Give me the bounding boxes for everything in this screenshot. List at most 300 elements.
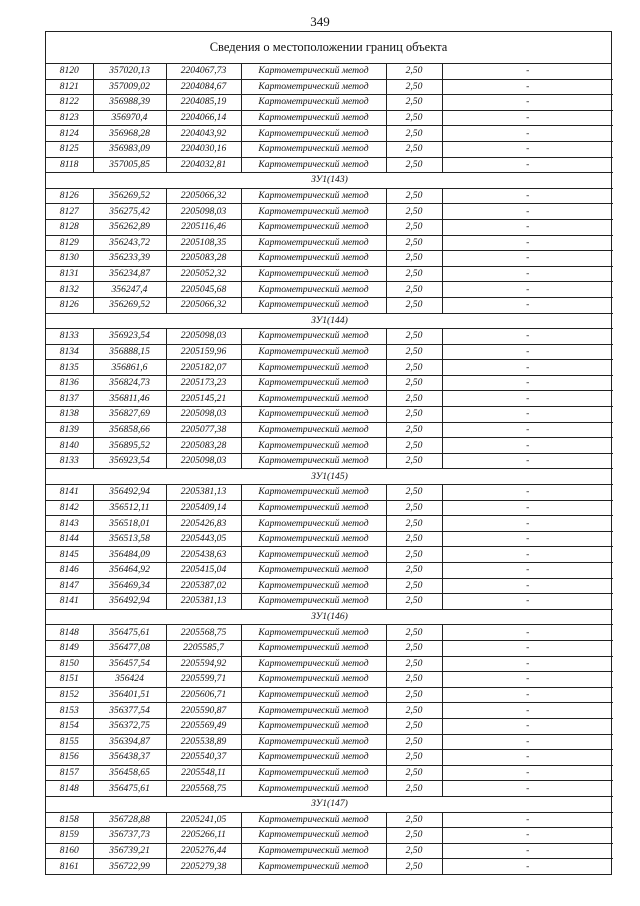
table-row [46, 282, 613, 298]
description-cell: - [442, 718, 613, 734]
accuracy-cell: 2,50 [386, 141, 442, 157]
description-cell: - [442, 859, 613, 874]
y-coordinate-cell: 2205594,92 [166, 656, 241, 672]
accuracy-cell: 2,50 [386, 516, 442, 532]
table-row [46, 79, 613, 95]
description-cell: - [442, 765, 613, 781]
table-row [46, 718, 613, 734]
accuracy-cell: 2,50 [386, 391, 442, 407]
y-coordinate-cell: 2205066,32 [166, 297, 241, 313]
point-number-cell: 8131 [46, 266, 93, 282]
y-coordinate-cell: 2205159,96 [166, 344, 241, 360]
x-coordinate-cell: 356377,54 [93, 703, 166, 719]
x-coordinate-cell: 356983,09 [93, 141, 166, 157]
table-row [46, 594, 613, 610]
y-coordinate-cell: 2205387,02 [166, 578, 241, 594]
x-coordinate-cell: 356269,52 [93, 188, 166, 204]
table-row [46, 251, 613, 267]
table-row [46, 687, 613, 703]
table-row [46, 391, 613, 407]
accuracy-cell: 2,50 [386, 687, 442, 703]
method-cell: Картометрический метод [241, 157, 386, 173]
x-coordinate-cell: 356475,61 [93, 781, 166, 797]
x-coordinate-cell: 356458,65 [93, 765, 166, 781]
x-coordinate-cell: 356722,99 [93, 859, 166, 874]
description-cell: - [442, 391, 613, 407]
point-number-cell: 8124 [46, 126, 93, 142]
description-cell: - [442, 453, 613, 469]
x-coordinate-cell: 357020,13 [93, 64, 166, 79]
y-coordinate-cell: 2205381,13 [166, 594, 241, 610]
accuracy-cell: 2,50 [386, 625, 442, 641]
point-number-cell: 8158 [46, 812, 93, 828]
table-row [46, 141, 613, 157]
accuracy-cell: 2,50 [386, 235, 442, 251]
x-coordinate-cell: 356424 [93, 672, 166, 688]
method-cell: Картометрический метод [241, 781, 386, 797]
method-cell: Картометрический метод [241, 235, 386, 251]
x-coordinate-cell: 356469,34 [93, 578, 166, 594]
y-coordinate-cell: 2205182,07 [166, 360, 241, 376]
x-coordinate-cell: 356394,87 [93, 734, 166, 750]
description-cell: - [442, 329, 613, 345]
method-cell: Картометрический метод [241, 640, 386, 656]
description-cell: - [442, 157, 613, 173]
description-cell: - [442, 672, 613, 688]
table-row [46, 438, 613, 454]
group-header-row [46, 796, 613, 812]
table-row [46, 360, 613, 376]
x-coordinate-cell: 356858,66 [93, 422, 166, 438]
method-cell: Картометрический метод [241, 64, 386, 79]
y-coordinate-cell: 2205083,28 [166, 438, 241, 454]
point-number-cell: 8120 [46, 64, 93, 79]
point-number-cell: 8133 [46, 453, 93, 469]
accuracy-cell: 2,50 [386, 251, 442, 267]
description-cell: - [442, 235, 613, 251]
x-coordinate-cell: 356737,73 [93, 828, 166, 844]
accuracy-cell: 2,50 [386, 812, 442, 828]
table-row [46, 95, 613, 111]
point-number-cell: 8159 [46, 828, 93, 844]
point-number-cell: 8156 [46, 750, 93, 766]
accuracy-cell: 2,50 [386, 438, 442, 454]
description-cell: - [442, 687, 613, 703]
point-number-cell: 8126 [46, 188, 93, 204]
x-coordinate-cell: 356269,52 [93, 297, 166, 313]
accuracy-cell: 2,50 [386, 672, 442, 688]
y-coordinate-cell: 2205241,05 [166, 812, 241, 828]
y-coordinate-cell: 2205108,35 [166, 235, 241, 251]
accuracy-cell: 2,50 [386, 79, 442, 95]
accuracy-cell: 2,50 [386, 360, 442, 376]
x-coordinate-cell: 356512,11 [93, 500, 166, 516]
table-row [46, 859, 613, 874]
accuracy-cell: 2,50 [386, 750, 442, 766]
group-header-row [46, 313, 613, 329]
x-coordinate-cell: 356988,39 [93, 95, 166, 111]
x-coordinate-cell: 357005,85 [93, 157, 166, 173]
description-cell: - [442, 781, 613, 797]
description-cell: - [442, 95, 613, 111]
description-cell: - [442, 360, 613, 376]
description-cell: - [442, 625, 613, 641]
y-coordinate-cell: 2205052,32 [166, 266, 241, 282]
y-coordinate-cell: 2205569,49 [166, 718, 241, 734]
description-cell: - [442, 594, 613, 610]
point-number-cell: 8141 [46, 594, 93, 610]
group-header-row [46, 173, 613, 189]
accuracy-cell: 2,50 [386, 329, 442, 345]
table-row [46, 547, 613, 563]
accuracy-cell: 2,50 [386, 188, 442, 204]
accuracy-cell: 2,50 [386, 157, 442, 173]
description-cell: - [442, 375, 613, 391]
method-cell: Картометрический метод [241, 297, 386, 313]
boundary-points-table [46, 64, 613, 874]
description-cell: - [442, 703, 613, 719]
description-cell: - [442, 438, 613, 454]
table-row [46, 64, 613, 79]
table-row [46, 157, 613, 173]
method-cell: Картометрический метод [241, 219, 386, 235]
x-coordinate-cell: 356401,51 [93, 687, 166, 703]
x-coordinate-cell: 356811,46 [93, 391, 166, 407]
table-row [46, 672, 613, 688]
point-number-cell: 8144 [46, 531, 93, 547]
x-coordinate-cell: 356243,72 [93, 235, 166, 251]
y-coordinate-cell: 2205415,04 [166, 563, 241, 579]
x-coordinate-cell: 356739,21 [93, 843, 166, 859]
x-coordinate-cell: 356970,4 [93, 110, 166, 126]
y-coordinate-cell: 2205426,83 [166, 516, 241, 532]
point-number-cell: 8151 [46, 672, 93, 688]
y-coordinate-cell: 2205279,38 [166, 859, 241, 874]
accuracy-cell: 2,50 [386, 828, 442, 844]
method-cell: Картометрический метод [241, 329, 386, 345]
y-coordinate-cell: 2205585,7 [166, 640, 241, 656]
accuracy-cell: 2,50 [386, 500, 442, 516]
y-coordinate-cell: 2205098,03 [166, 407, 241, 423]
table-row [46, 563, 613, 579]
method-cell: Картометрический метод [241, 687, 386, 703]
point-number-cell: 8141 [46, 485, 93, 501]
y-coordinate-cell: 2204067,73 [166, 64, 241, 79]
x-coordinate-cell: 356827,69 [93, 407, 166, 423]
description-cell: - [442, 547, 613, 563]
method-cell: Картометрический метод [241, 656, 386, 672]
point-number-cell: 8135 [46, 360, 93, 376]
method-cell: Картометрический метод [241, 812, 386, 828]
y-coordinate-cell: 2204043,92 [166, 126, 241, 142]
description-cell: - [442, 219, 613, 235]
accuracy-cell: 2,50 [386, 781, 442, 797]
table-row [46, 110, 613, 126]
accuracy-cell: 2,50 [386, 375, 442, 391]
description-cell: - [442, 531, 613, 547]
description-cell: - [442, 843, 613, 859]
accuracy-cell: 2,50 [386, 656, 442, 672]
y-coordinate-cell: 2205538,89 [166, 734, 241, 750]
method-cell: Картометрический метод [241, 251, 386, 267]
x-coordinate-cell: 356968,28 [93, 126, 166, 142]
table-row [46, 126, 613, 142]
x-coordinate-cell: 356492,94 [93, 485, 166, 501]
y-coordinate-cell: 2205098,03 [166, 329, 241, 345]
method-cell: Картометрический метод [241, 266, 386, 282]
x-coordinate-cell: 356233,39 [93, 251, 166, 267]
y-coordinate-cell: 2205443,05 [166, 531, 241, 547]
y-coordinate-cell: 2205568,75 [166, 625, 241, 641]
point-number-cell: 8121 [46, 79, 93, 95]
accuracy-cell: 2,50 [386, 485, 442, 501]
table-row [46, 516, 613, 532]
method-cell: Картометрический метод [241, 95, 386, 111]
accuracy-cell: 2,50 [386, 266, 442, 282]
y-coordinate-cell: 2205098,03 [166, 204, 241, 220]
table-row [46, 828, 613, 844]
x-coordinate-cell: 356275,42 [93, 204, 166, 220]
x-coordinate-cell: 356888,15 [93, 344, 166, 360]
accuracy-cell: 2,50 [386, 297, 442, 313]
description-cell: - [442, 500, 613, 516]
x-coordinate-cell: 356475,61 [93, 625, 166, 641]
description-cell: - [442, 204, 613, 220]
point-number-cell: 8127 [46, 204, 93, 220]
group-label: ЗУ1(146) [46, 609, 613, 625]
x-coordinate-cell: 356861,6 [93, 360, 166, 376]
method-cell: Картометрический метод [241, 859, 386, 874]
y-coordinate-cell: 2204030,16 [166, 141, 241, 157]
y-coordinate-cell: 2205409,14 [166, 500, 241, 516]
x-coordinate-cell: 356438,37 [93, 750, 166, 766]
x-coordinate-cell: 356484,09 [93, 547, 166, 563]
method-cell: Картометрический метод [241, 750, 386, 766]
y-coordinate-cell: 2205083,28 [166, 251, 241, 267]
accuracy-cell: 2,50 [386, 765, 442, 781]
method-cell: Картометрический метод [241, 625, 386, 641]
method-cell: Картометрический метод [241, 594, 386, 610]
description-cell: - [442, 750, 613, 766]
y-coordinate-cell: 2204032,81 [166, 157, 241, 173]
method-cell: Картометрический метод [241, 500, 386, 516]
accuracy-cell: 2,50 [386, 64, 442, 79]
method-cell: Картометрический метод [241, 672, 386, 688]
group-label: ЗУ1(143) [46, 173, 613, 189]
description-cell: - [442, 516, 613, 532]
x-coordinate-cell: 356492,94 [93, 594, 166, 610]
accuracy-cell: 2,50 [386, 594, 442, 610]
accuracy-cell: 2,50 [386, 219, 442, 235]
x-coordinate-cell: 356824,73 [93, 375, 166, 391]
accuracy-cell: 2,50 [386, 563, 442, 579]
group-label: ЗУ1(144) [46, 313, 613, 329]
accuracy-cell: 2,50 [386, 407, 442, 423]
y-coordinate-cell: 2205438,63 [166, 547, 241, 563]
table-row [46, 375, 613, 391]
table-row [46, 297, 613, 313]
method-cell: Картометрический метод [241, 718, 386, 734]
table-row [46, 781, 613, 797]
y-coordinate-cell: 2205173,23 [166, 375, 241, 391]
point-number-cell: 8145 [46, 547, 93, 563]
accuracy-cell: 2,50 [386, 547, 442, 563]
x-coordinate-cell: 356518,01 [93, 516, 166, 532]
y-coordinate-cell: 2205381,13 [166, 485, 241, 501]
point-number-cell: 8152 [46, 687, 93, 703]
description-cell: - [442, 251, 613, 267]
table-row [46, 843, 613, 859]
point-number-cell: 8129 [46, 235, 93, 251]
x-coordinate-cell: 356728,88 [93, 812, 166, 828]
y-coordinate-cell: 2205266,11 [166, 828, 241, 844]
table-row [46, 734, 613, 750]
table-row [46, 266, 613, 282]
method-cell: Картометрический метод [241, 79, 386, 95]
table-row [46, 500, 613, 516]
point-number-cell: 8154 [46, 718, 93, 734]
point-number-cell: 8122 [46, 95, 93, 111]
description-cell: - [442, 188, 613, 204]
description-cell: - [442, 734, 613, 750]
accuracy-cell: 2,50 [386, 110, 442, 126]
table-row [46, 531, 613, 547]
method-cell: Картометрический метод [241, 438, 386, 454]
table-row [46, 765, 613, 781]
description-cell: - [442, 578, 613, 594]
description-cell: - [442, 407, 613, 423]
boundary-table-sheet [45, 31, 612, 875]
description-cell: - [442, 266, 613, 282]
point-number-cell: 8153 [46, 703, 93, 719]
point-number-cell: 8132 [46, 282, 93, 298]
point-number-cell: 8126 [46, 297, 93, 313]
description-cell: - [442, 64, 613, 79]
description-cell: - [442, 656, 613, 672]
x-coordinate-cell: 356923,54 [93, 453, 166, 469]
point-number-cell: 8128 [46, 219, 93, 235]
table-row [46, 344, 613, 360]
description-cell: - [442, 297, 613, 313]
accuracy-cell: 2,50 [386, 126, 442, 142]
point-number-cell: 8150 [46, 656, 93, 672]
point-number-cell: 8149 [46, 640, 93, 656]
point-number-cell: 8148 [46, 781, 93, 797]
table-row [46, 329, 613, 345]
description-cell: - [442, 79, 613, 95]
description-cell: - [442, 282, 613, 298]
point-number-cell: 8155 [46, 734, 93, 750]
table-row [46, 453, 613, 469]
method-cell: Картометрический метод [241, 531, 386, 547]
point-number-cell: 8146 [46, 563, 93, 579]
method-cell: Картометрический метод [241, 344, 386, 360]
point-number-cell: 8136 [46, 375, 93, 391]
table-row [46, 407, 613, 423]
method-cell: Картометрический метод [241, 485, 386, 501]
accuracy-cell: 2,50 [386, 531, 442, 547]
table-row [46, 578, 613, 594]
table-row [46, 640, 613, 656]
y-coordinate-cell: 2205145,21 [166, 391, 241, 407]
method-cell: Картометрический метод [241, 282, 386, 298]
accuracy-cell: 2,50 [386, 843, 442, 859]
x-coordinate-cell: 356234,87 [93, 266, 166, 282]
method-cell: Картометрический метод [241, 407, 386, 423]
point-number-cell: 8125 [46, 141, 93, 157]
method-cell: Картометрический метод [241, 516, 386, 532]
x-coordinate-cell: 356457,54 [93, 656, 166, 672]
method-cell: Картометрический метод [241, 734, 386, 750]
table-body [46, 64, 613, 874]
description-cell: - [442, 485, 613, 501]
accuracy-cell: 2,50 [386, 344, 442, 360]
table-row [46, 188, 613, 204]
point-number-cell: 8137 [46, 391, 93, 407]
point-number-cell: 8134 [46, 344, 93, 360]
description-cell: - [442, 812, 613, 828]
point-number-cell: 8143 [46, 516, 93, 532]
description-cell: - [442, 141, 613, 157]
point-number-cell: 8130 [46, 251, 93, 267]
description-cell: - [442, 640, 613, 656]
accuracy-cell: 2,50 [386, 640, 442, 656]
accuracy-cell: 2,50 [386, 718, 442, 734]
description-cell: - [442, 563, 613, 579]
x-coordinate-cell: 356923,54 [93, 329, 166, 345]
table-title: Сведения о местоположении границ объекта [46, 32, 611, 64]
accuracy-cell: 2,50 [386, 578, 442, 594]
accuracy-cell: 2,50 [386, 95, 442, 111]
method-cell: Картометрический метод [241, 765, 386, 781]
point-number-cell: 8138 [46, 407, 93, 423]
point-number-cell: 8140 [46, 438, 93, 454]
page-number: 349 [310, 14, 330, 29]
description-cell: - [442, 828, 613, 844]
group-label: ЗУ1(145) [46, 469, 613, 485]
y-coordinate-cell: 2204085,19 [166, 95, 241, 111]
table-row [46, 812, 613, 828]
y-coordinate-cell: 2205599,71 [166, 672, 241, 688]
y-coordinate-cell: 2204066,14 [166, 110, 241, 126]
x-coordinate-cell: 356464,92 [93, 563, 166, 579]
x-coordinate-cell: 356513,58 [93, 531, 166, 547]
table-row [46, 703, 613, 719]
group-header-row [46, 469, 613, 485]
method-cell: Картометрический метод [241, 188, 386, 204]
method-cell: Картометрический метод [241, 422, 386, 438]
y-coordinate-cell: 2205077,38 [166, 422, 241, 438]
x-coordinate-cell: 356262,89 [93, 219, 166, 235]
method-cell: Картометрический метод [241, 126, 386, 142]
method-cell: Картометрический метод [241, 578, 386, 594]
point-number-cell: 8142 [46, 500, 93, 516]
y-coordinate-cell: 2205116,46 [166, 219, 241, 235]
accuracy-cell: 2,50 [386, 703, 442, 719]
table-row [46, 422, 613, 438]
method-cell: Картометрический метод [241, 141, 386, 157]
method-cell: Картометрический метод [241, 391, 386, 407]
method-cell: Картометрический метод [241, 843, 386, 859]
y-coordinate-cell: 2205606,71 [166, 687, 241, 703]
description-cell: - [442, 344, 613, 360]
y-coordinate-cell: 2205590,87 [166, 703, 241, 719]
y-coordinate-cell: 2205098,03 [166, 453, 241, 469]
accuracy-cell: 2,50 [386, 422, 442, 438]
method-cell: Картометрический метод [241, 110, 386, 126]
point-number-cell: 8133 [46, 329, 93, 345]
point-number-cell: 8161 [46, 859, 93, 874]
